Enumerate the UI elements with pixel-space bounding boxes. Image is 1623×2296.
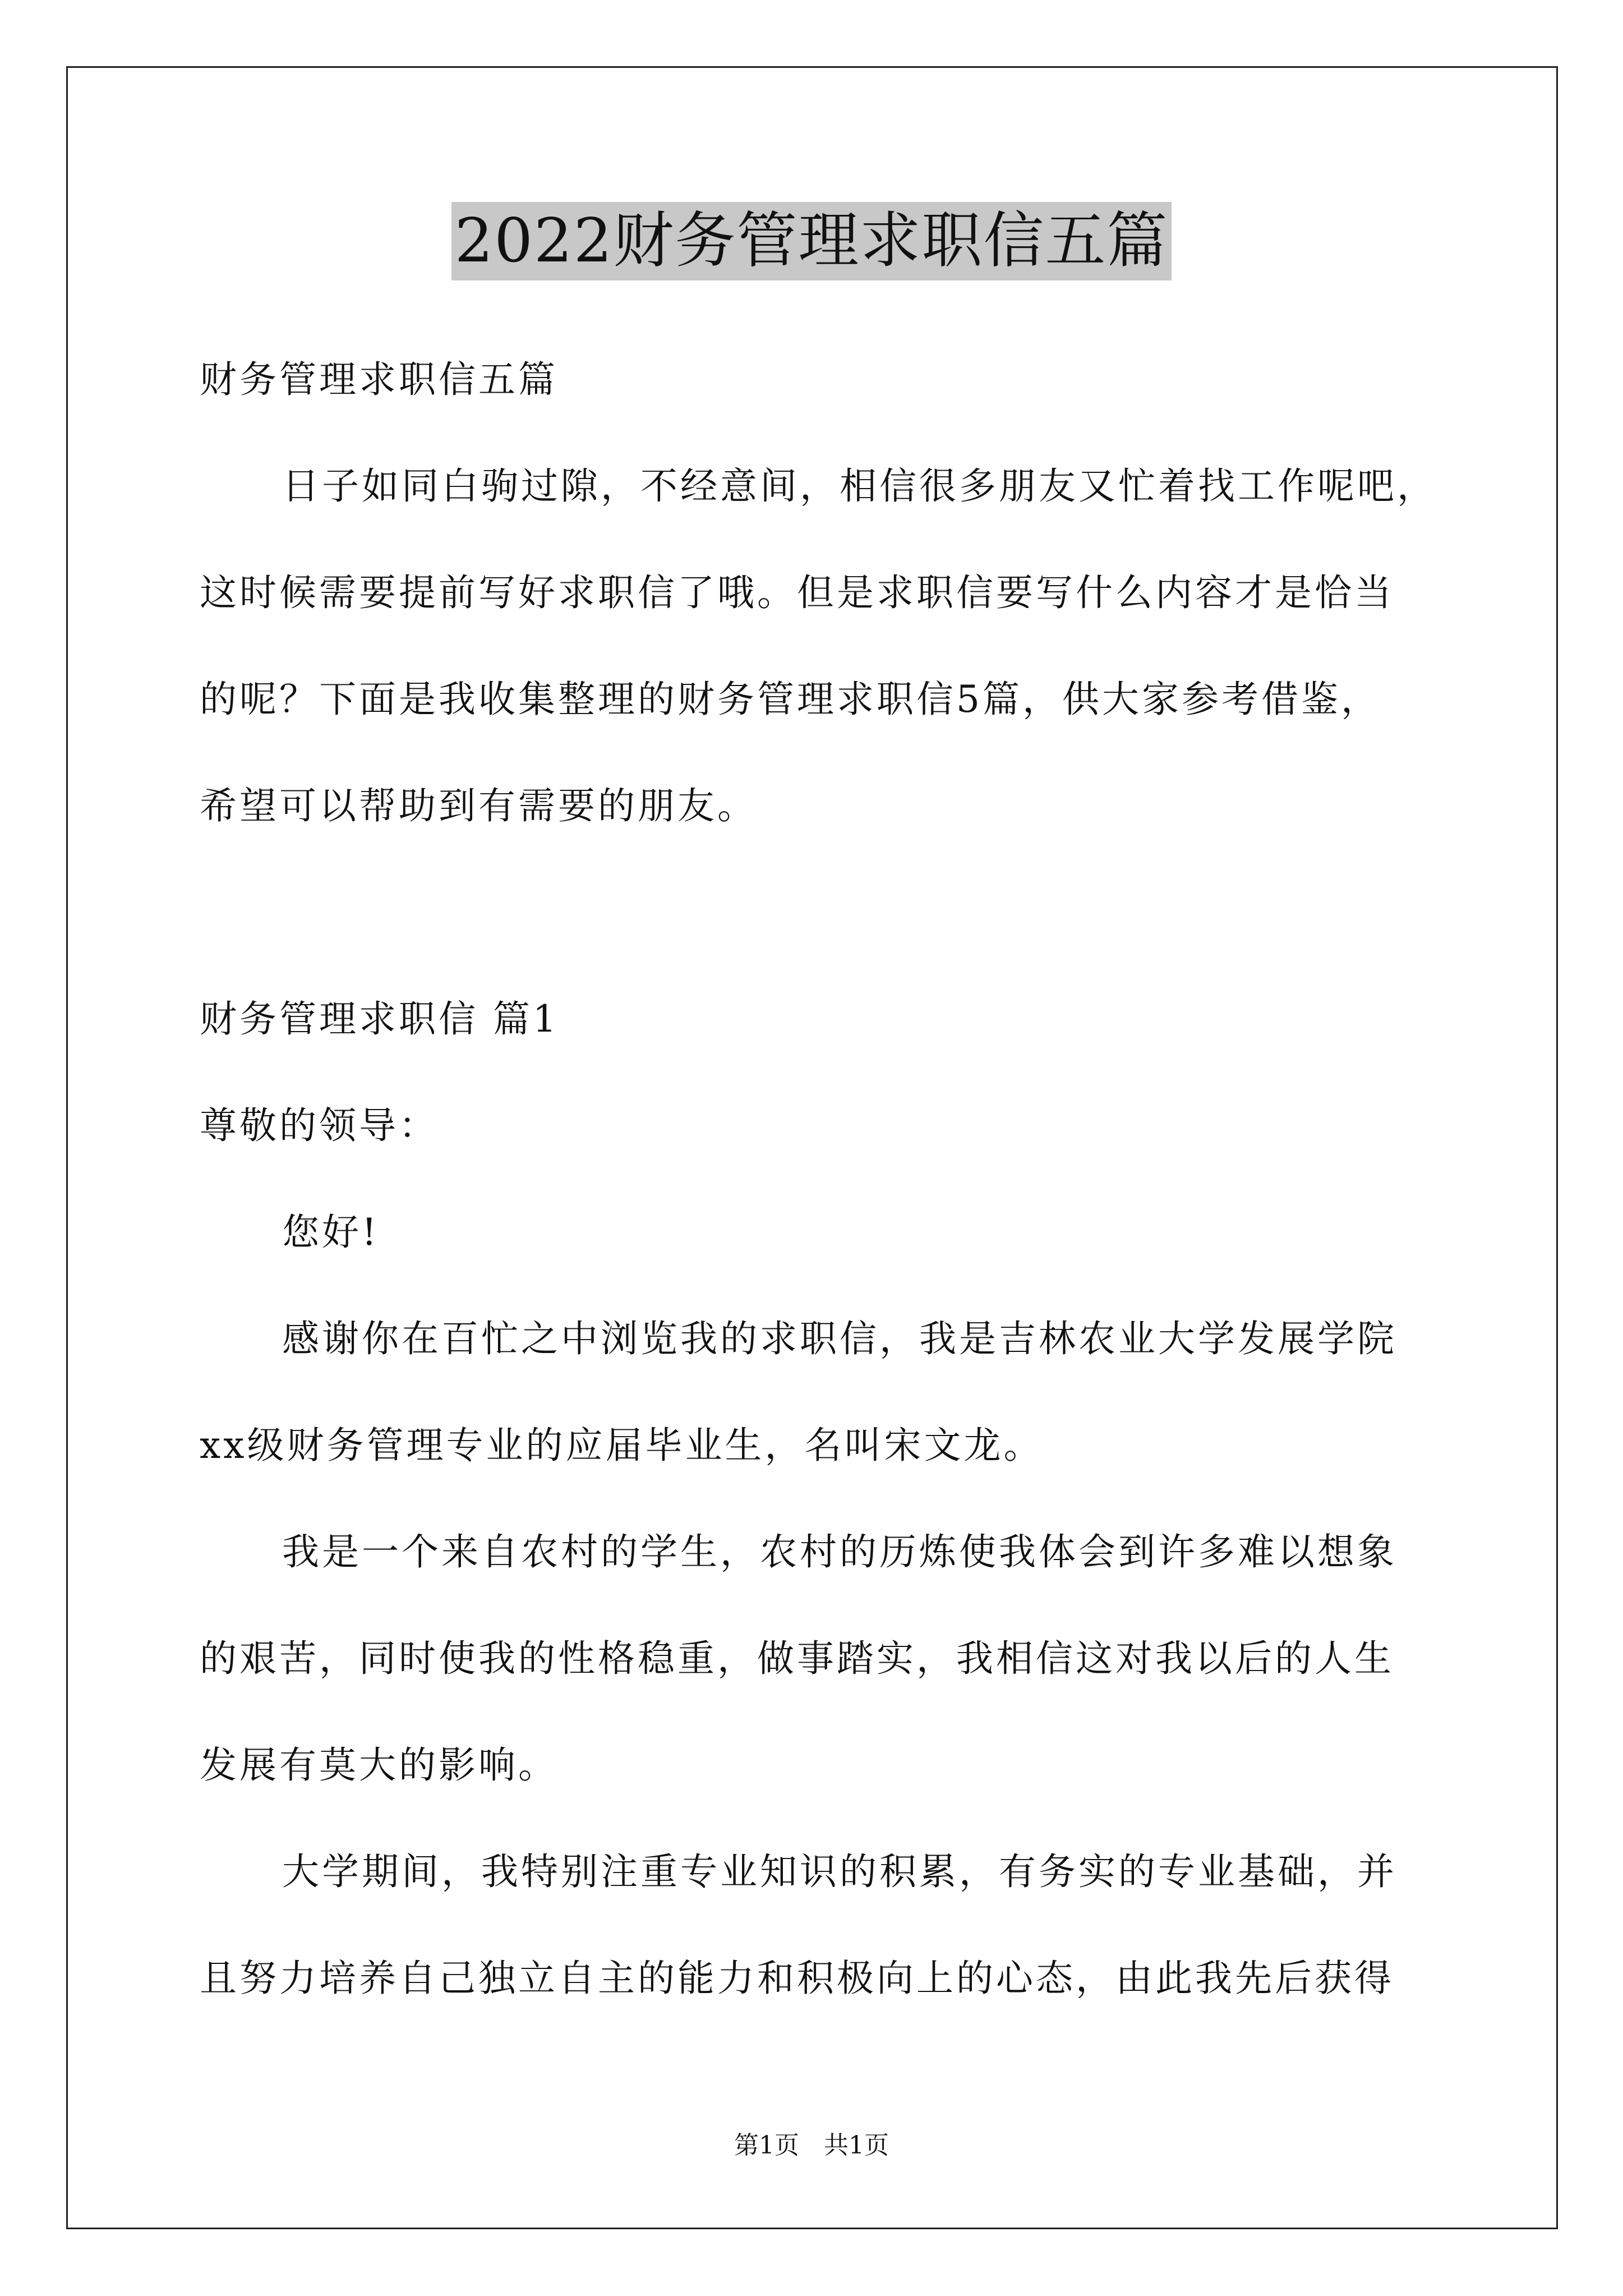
intro-line: 这时候需要提前写好求职信了哦。但是求职信要写什么内容才是恰当 <box>200 571 1394 614</box>
body-line: 的艰苦，同时使我的性格稳重，做事踏实，我相信这对我以后的人生 <box>200 1637 1394 1680</box>
body-line: 感谢你在百忙之中浏览我的求职信，我是吉林农业大学发展学院 <box>282 1317 1397 1360</box>
page-footer: 第1页 共1页 <box>734 2131 889 2160</box>
body-line: 且努力培养自己独立自主的能力和积极向上的心态，由此我先后获得 <box>200 1957 1394 2000</box>
body-line: 我是一个来自农村的学生，农村的历炼使我体会到许多难以想象 <box>282 1530 1397 1573</box>
body-line: 大学期间，我特别注重专业知识的积累，有务实的专业基础，并 <box>282 1850 1397 1893</box>
salutation: 尊敬的领导： <box>200 1104 439 1147</box>
body-line: xx级财务管理专业的应届毕业生，名叫宋文龙。 <box>200 1424 1044 1467</box>
greeting: 您好! <box>282 1211 380 1254</box>
body-line: 发展有莫大的影响。 <box>200 1743 558 1787</box>
document-title: 2022财务管理求职信五篇 <box>451 202 1172 280</box>
section-heading: 财务管理求职信 篇1 <box>200 997 559 1041</box>
intro-line: 的呢？下面是我收集整理的财务管理求职信5篇，供大家参考借鉴， <box>200 678 1381 721</box>
intro-line: 希望可以帮助到有需要的朋友。 <box>200 784 757 827</box>
intro-line: 日子如同白驹过隙，不经意间，相信很多朋友又忙着找工作呢吧， <box>282 464 1437 508</box>
subtitle: 财务管理求职信五篇 <box>200 358 558 401</box>
title-container <box>0 202 1623 280</box>
